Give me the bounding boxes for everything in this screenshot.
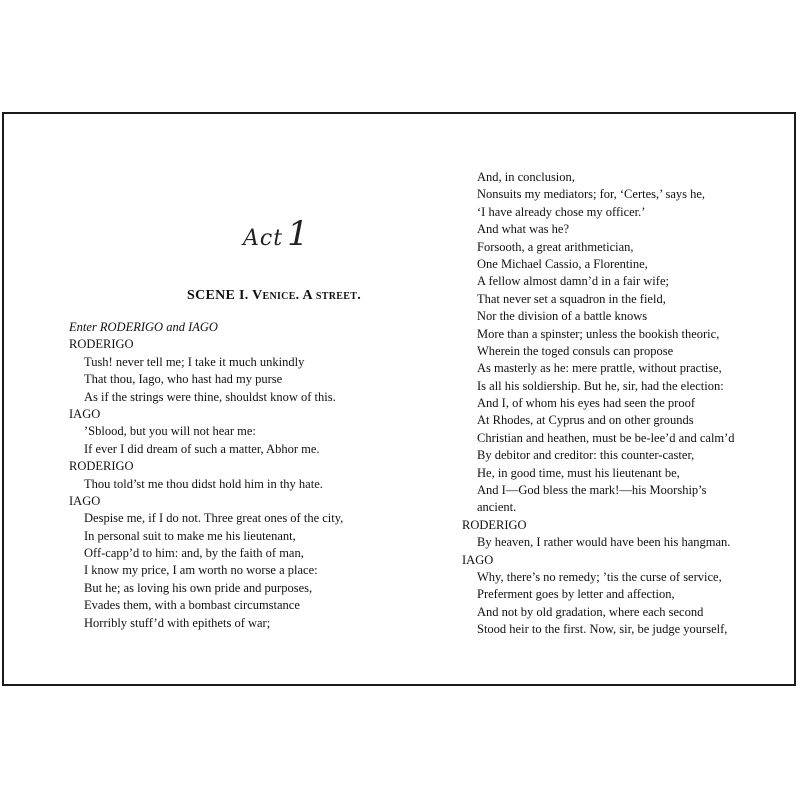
verse-line: Stood heir to the first. Now, sir, be judge yourself, (477, 622, 728, 637)
verse-line: Off-capp’d to him: and, by the faith of man, (84, 546, 304, 561)
verse-line: One Michael Cassio, a Florentine, (477, 256, 648, 271)
verse-line: And I, of whom his eyes had seen the proof (477, 396, 696, 411)
verse-line: Evades them, with a bombast circumstance (84, 598, 300, 613)
stage-direction: Enter RODERIGO and IAGO (69, 320, 218, 334)
verse-line: Christian and heathen, must be be-lee’d and calm’d (477, 430, 735, 445)
verse-line: By debitor and creditor: this counter-caster, (477, 448, 695, 463)
verse-line: I know my price, I am worth no worse a place: (84, 563, 318, 578)
verse-line: Thou told’st me thou didst hold him in thy hate. (84, 476, 323, 491)
verse-line: More than a spinster; unless the bookish theoric, (477, 326, 720, 341)
left-text-block (69, 319, 343, 632)
speaker-name: IAGO (69, 406, 101, 421)
verse-line: That never set a squadron in the field, (477, 291, 666, 306)
verse-line: He, in good time, must his lieutenant be, (477, 465, 680, 480)
verse-line: That thou, Iago, who hast had my purse (84, 372, 283, 387)
verse-line: In personal suit to make me his lieutenant, (84, 528, 296, 543)
verse-line: ‘I have already chose my officer.’ (477, 204, 646, 219)
verse-line: And what was he? (477, 222, 569, 237)
verse-line: Tush! never tell me; I take it much unkindly (84, 354, 305, 369)
verse-line: Nor the division of a battle knows (477, 309, 648, 324)
act-number: 1 (287, 214, 310, 254)
speaker-name: RODERIGO (69, 337, 134, 352)
speaker-name: RODERIGO (462, 517, 527, 532)
verse-line: Despise me, if I do not. Three great ones of the city, (84, 511, 344, 526)
verse-line: ’Sblood, but you will not hear me: (84, 424, 256, 439)
speaker-name: RODERIGO (69, 459, 134, 474)
verse-line: As if the strings were thine, shouldst know of this. (84, 389, 336, 404)
verse-line: And not by old gradation, where each second (477, 604, 704, 619)
verse-line: But he; as loving his own pride and purposes, (84, 580, 313, 595)
verse-line: Horribly stuff’d with epithets of war; (84, 615, 271, 630)
book-spread (2, 112, 796, 686)
verse-line: As masterly as he: mere prattle, without practise, (477, 361, 722, 376)
verse-line: By heaven, I rather would have been his hangman. (477, 535, 731, 550)
verse-line: Is all his soldiership. But he, sir, had the election: (477, 378, 724, 393)
verse-line: Why, there’s no remedy; ’tis the curse of service, (477, 569, 722, 584)
act-word: Act (243, 226, 284, 251)
speaker-name: IAGO (462, 552, 494, 567)
act-heading (243, 214, 310, 254)
verse-line: Nonsuits my mediators; for, ‘Certes,’ says he, (477, 187, 706, 202)
verse-line: Forsooth, a great arithmetician, (477, 239, 634, 254)
scene-title: SCENE I. Venice. A street. (187, 288, 361, 303)
verse-line: At Rhodes, at Cyprus and on other grounds (477, 413, 694, 428)
verse-line: Preferment goes by letter and affection, (477, 587, 675, 602)
verse-line: And I—God bless the mark!—his Moorship’s (477, 483, 707, 498)
right-text-block (462, 169, 735, 639)
verse-line: If ever I did dream of such a matter, Abhor me. (84, 441, 320, 456)
speaker-name: IAGO (69, 493, 101, 508)
verse-line: A fellow almost damn’d in a fair wife; (477, 274, 669, 289)
verse-line: ancient. (477, 500, 517, 515)
verse-line: And, in conclusion, (477, 170, 575, 184)
verse-line: Wherein the toged consuls can propose (477, 343, 674, 358)
